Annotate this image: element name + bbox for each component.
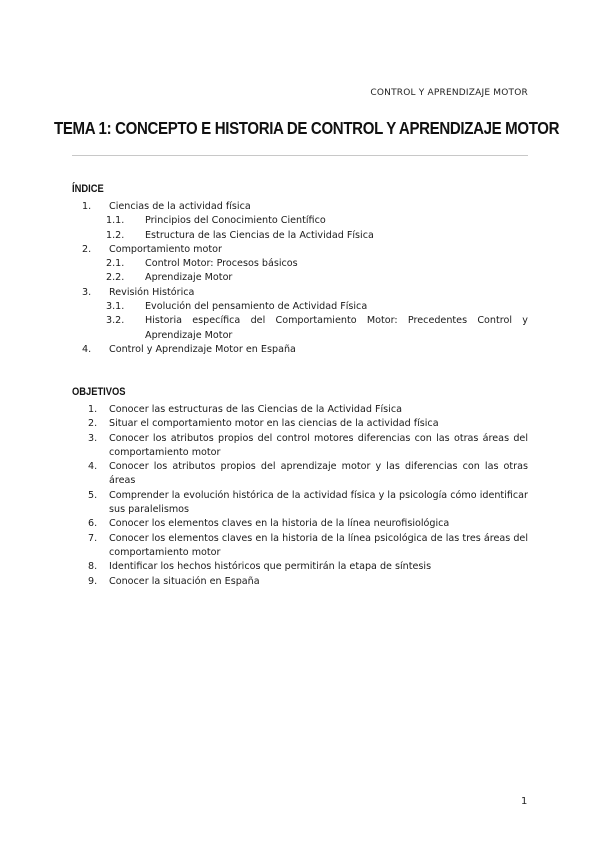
index-item-text: Principios del Conocimiento Científico	[145, 215, 326, 227]
objective-item	[72, 403, 528, 417]
objective-item	[72, 532, 528, 561]
index-item-text: Aprendizaje Motor	[145, 272, 233, 284]
index-item-number: 1.1.	[106, 215, 125, 227]
objective-text: Situar el comportamiento motor en las ciencias de la actividad física	[109, 418, 439, 430]
objective-number: 7.	[88, 532, 98, 544]
index-item-number: 4.	[82, 343, 92, 355]
objective-text: Identificar los hechos históricos que permitirán la etapa de síntesis	[109, 561, 432, 573]
objectives-list	[72, 403, 528, 589]
objective-text: Conocer los atributos propios del control motores diferencias con las otras áreas del comportamiento motor	[109, 432, 528, 458]
index-item-number: 2.1.	[106, 258, 125, 270]
index-item	[72, 200, 528, 214]
objective-number: 4.	[88, 461, 98, 473]
objective-text: Conocer la situación en España	[109, 575, 260, 587]
index-item	[72, 271, 528, 285]
objective-number: 5.	[88, 489, 98, 501]
index-item-number: 1.2.	[106, 229, 125, 241]
index-item-text: Estructura de las Ciencias de la Actividad Física	[145, 229, 374, 241]
index-item	[72, 229, 528, 243]
index-item-number: 3.	[82, 286, 92, 298]
objective-text: Conocer los elementos claves en la historia de la línea psicológica de las tres áreas del comportamiento motor	[109, 532, 528, 558]
index-item	[72, 314, 528, 343]
index-item	[72, 343, 528, 357]
index-item-text: Evolución del pensamiento de Actividad Física	[145, 301, 368, 313]
objective-number: 1.	[88, 404, 98, 415]
objective-item	[72, 432, 528, 461]
index-item-text: Revisión Histórica	[109, 286, 195, 298]
page-number: 1	[521, 796, 528, 807]
objective-number: 8.	[88, 561, 98, 573]
objective-number: 9.	[88, 575, 98, 587]
index-item	[72, 243, 528, 257]
index-item	[72, 300, 528, 314]
objective-item	[72, 575, 528, 589]
objective-item	[72, 417, 528, 431]
objective-item	[72, 517, 528, 531]
objective-number: 2.	[88, 418, 98, 430]
objective-text: Comprender la evolución histórica de la actividad física y la psicología cómo identificar sus paralelismos	[109, 489, 528, 516]
index-item-number: 3.2.	[106, 315, 125, 327]
objective-text: Conocer los elementos claves en la historia de la línea neurofisiológica	[109, 518, 450, 530]
objective-text: Conocer los atributos propios del aprendizaje motor y las diferencias con las otras áreas	[109, 461, 528, 487]
index-item-number: 1.	[82, 201, 92, 212]
index-list	[72, 200, 528, 357]
objetivos-heading: OBJETIVOS	[72, 386, 126, 398]
index-item-number: 3.1.	[106, 301, 125, 313]
title-divider	[72, 155, 528, 156]
index-item-text: Control Motor: Procesos básicos	[145, 258, 298, 270]
running-header: CONTROL Y APRENDIZAJE MOTOR	[370, 88, 528, 98]
index-item-text: Control y Aprendizaje Motor en España	[109, 343, 296, 355]
objective-item	[72, 560, 528, 574]
index-item-number: 2.2.	[106, 272, 125, 284]
objective-item	[72, 460, 528, 489]
objective-item	[72, 489, 528, 518]
index-item-text: Ciencias de la actividad física	[109, 201, 251, 212]
index-item	[72, 286, 528, 300]
document-title: TEMA 1: CONCEPTO E HISTORIA DE CONTROL Y APRENDIZAJE MOTOR	[54, 118, 560, 138]
indice-heading: ÍNDICE	[72, 183, 104, 195]
index-item-number: 2.	[82, 243, 92, 255]
index-item-text: Comportamiento motor	[109, 243, 222, 255]
objective-number: 6.	[88, 518, 98, 530]
index-item-text: Historia específica del Comportamiento Motor: Precedentes Control y Aprendizaje Motor	[145, 315, 528, 341]
objective-text: Conocer las estructuras de las Ciencias de la Actividad Física	[109, 404, 402, 415]
index-item	[72, 214, 528, 228]
objective-number: 3.	[88, 432, 98, 444]
index-item	[72, 257, 528, 271]
